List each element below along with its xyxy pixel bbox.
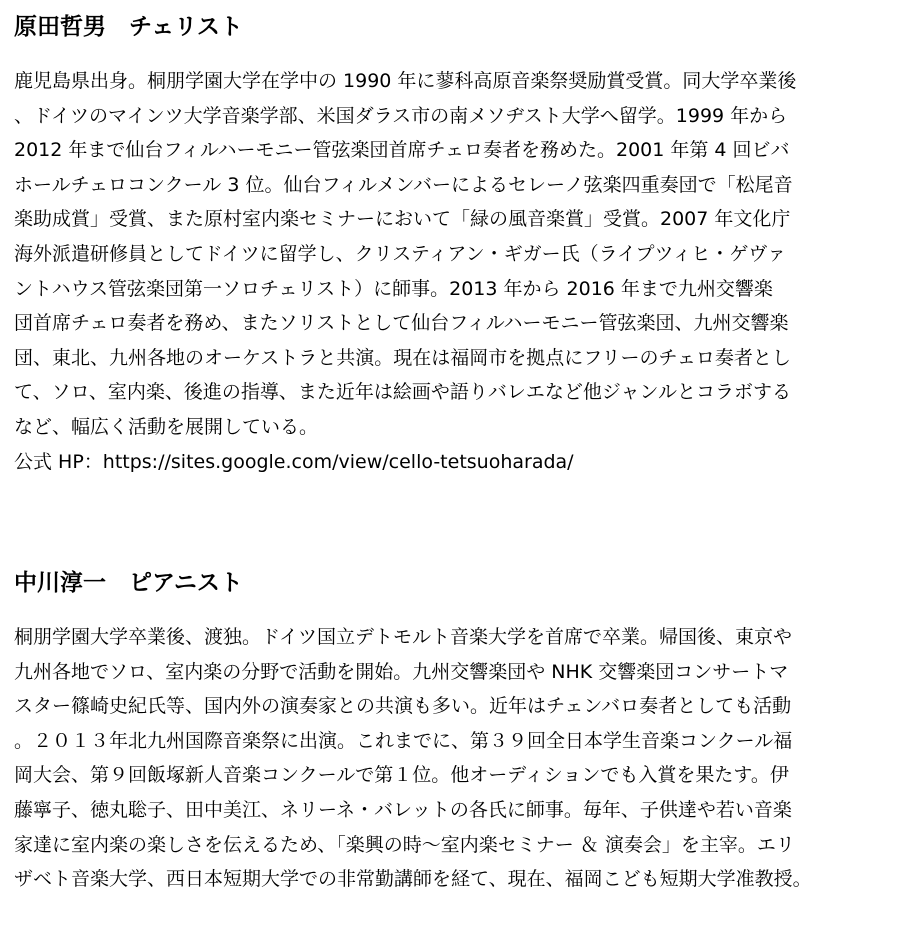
bio-line: 岡大会、第９回飯塚新人音楽コンクールで第１位。他オーディションでも入賞を果たす。伊 <box>14 764 789 787</box>
bio-line: 、ドイツのマインツ大学音楽学部、米国ダラス市の南メソヂスト大学へ留学。1999 年から <box>14 104 788 127</box>
bio-line: 2012 年まで仙台フィルハーモニー管弦楽団首席チェロ奏者を務めた。2001 年第 4 回ビバ <box>14 139 790 162</box>
bio-line: など、幅広く活動を展開している。 <box>14 415 319 438</box>
bio-line: 鹿児島県出身。桐朋学園大学在学中の 1990 年に蓼科高原音楽祭奨励賞受賞。同大学卒業後 <box>14 70 797 92</box>
bio-line: ホールチェロコンクール 3 位。仙台フィルメンバーによるセレーノ弦楽四重奏団で「松尾音 <box>14 173 793 196</box>
profile-name: 原田哲男 チェリスト <box>14 14 243 40</box>
official-website-line: 公式 HP：https://sites.google.com/view/cello-tetsuoharada/ <box>14 450 574 473</box>
bio-line: 九州各地でソロ、室内楽の分野で活動を開始。九州交響楽団や NHK 交響楽団コンサートマ <box>14 660 789 683</box>
bio-line: 団、東北、九州各地のオーケストラと共演。現在は福岡市を拠点にフリーのチェロ奏者とし <box>14 346 791 369</box>
bio-line: て、ソロ、室内楽、後進の指導、また近年は絵画や語りバレエなど他ジャンルとコラボする <box>14 381 792 404</box>
profile-bio <box>14 620 914 897</box>
profile-pianist <box>14 566 914 897</box>
bio-line: ザベト音楽大学、西日本短期大学での非常勤講師を経て、現在、福岡こども短期大学准教授。 <box>14 868 812 891</box>
bio-line: 桐朋学園大学卒業後、渡独。ドイツ国立デトモルト音楽大学を首席で卒業。帰国後、東京や <box>14 626 793 648</box>
profile-bio <box>14 64 914 479</box>
bio-line: スター篠崎史紀氏等、国内外の演奏家との共演も多い。近年はチェンバロ奏者としても活動 <box>14 695 792 718</box>
bio-line: 楽助成賞」受賞、また原村室内楽セミナーにおいて「緑の風音楽賞」受賞。2007 年文化庁 <box>14 208 791 231</box>
profile-cellist <box>14 10 914 479</box>
profile-name: 中川淳一 ピアニスト <box>14 570 243 596</box>
bio-line: 家達に室内楽の楽しさを伝えるため、「楽興の時～室内楽セミナー ＆ 演奏会」を主宰。エリ <box>14 833 795 856</box>
bio-line: ントハウス管弦楽団第一ソロチェリスト）に師事。2013 年から 2016 年まで九州交響楽 <box>14 277 773 300</box>
bio-line: 海外派遣研修員としてドイツに留学し、クリスティアン・ギガー氏（ライプツィヒ・ゲヴァ <box>14 242 787 265</box>
bio-line: 団首席チェロ奏者を務め、またソリストとして仙台フィルハーモニー管弦楽団、九州交響楽 <box>14 312 789 335</box>
bio-line: 藤寧子、徳丸聡子、田中美江、ネリーネ・バレットの各氏に師事。毎年、子供達や若い音楽 <box>14 798 792 821</box>
bio-line: 。２０１３年北九州国際音楽祭に出演。これまでに、第３９回全日本学生音楽コンクール福 <box>14 729 793 752</box>
